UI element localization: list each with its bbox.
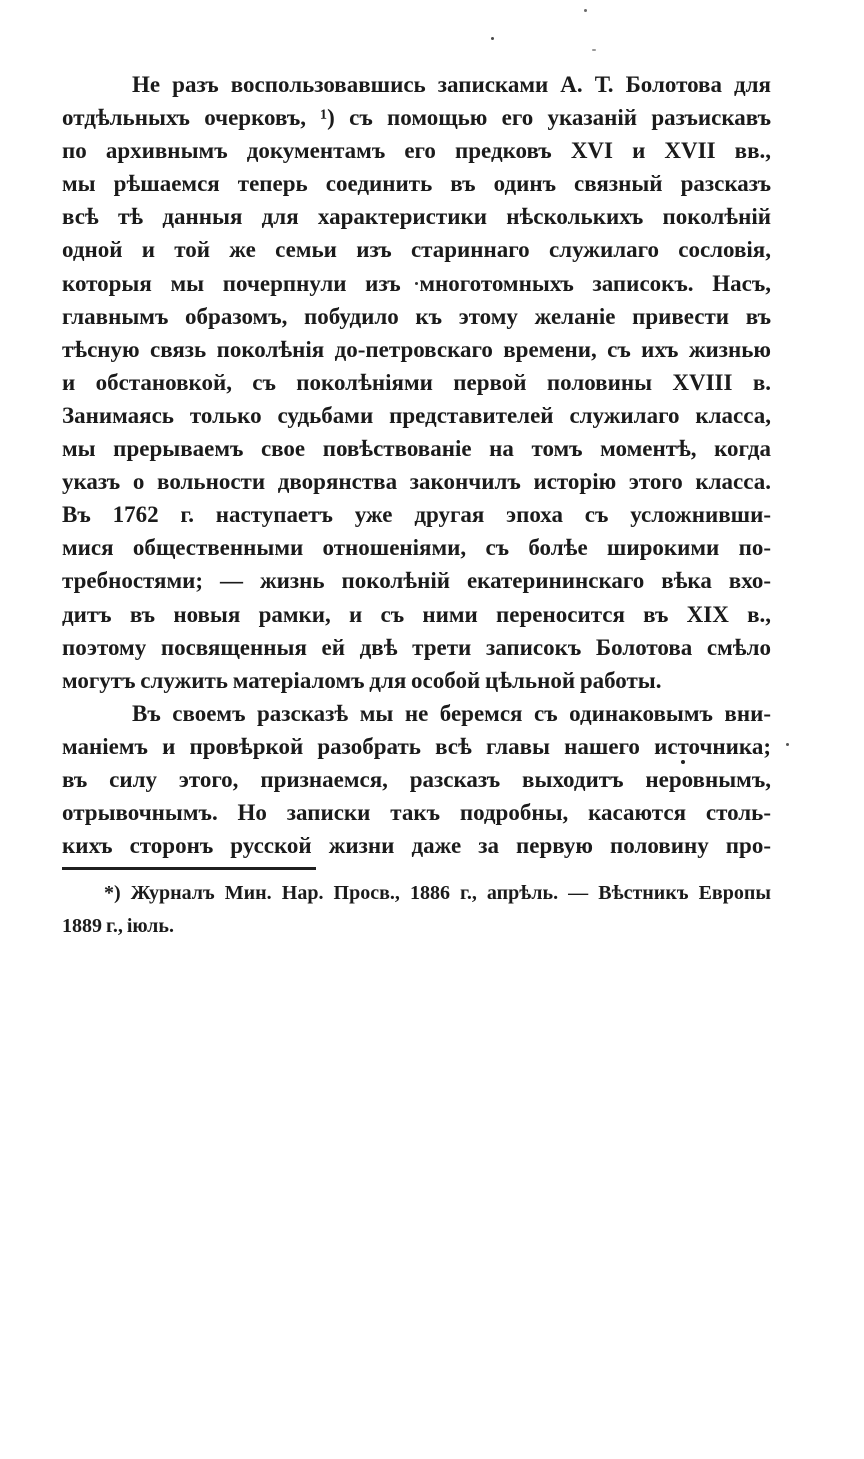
text-line: всѣ тѣ данныя для характеристики нѣсколькихъ поколѣній (62, 204, 771, 230)
scan-speck (584, 9, 587, 12)
scan-speck (786, 743, 789, 746)
text-line: мы прерываемъ свое повѣствованіе на томъ моментѣ, когда (62, 436, 771, 462)
text-line: требностями; — жизнь поколѣній екатерининскаго вѣка вхо- (62, 568, 771, 594)
text-line: главнымъ образомъ, побудило къ этому желаніе привести въ (62, 303, 771, 329)
text-line: въ силу этого, признаемся, разсказъ выходитъ неровнымъ, (62, 766, 771, 792)
text-line: тѣсную связь поколѣнія до-петровскаго времени, съ ихъ жизнью (62, 336, 771, 362)
scan-speck (592, 49, 596, 51)
footnote-line: 1889 г., іюль. (62, 915, 174, 937)
text-line: мися общественными отношеніями, съ болѣе широкими по- (62, 535, 771, 561)
footnote-line: *) Журналъ Мин. Нар. Просв., 1886 г., апрѣль. — Вѣстникъ Европы (104, 882, 771, 904)
text-line: и обстановкой, съ поколѣніями первой половины XVIII в. (62, 369, 771, 395)
text-line: по архивнымъ документамъ его предковъ XVI и XVII вв., (62, 138, 771, 164)
main-text (62, 68, 771, 862)
text-line: указъ о вольности дворянства закончилъ исторію этого класса. (62, 469, 771, 495)
text-line: мы рѣшаемся теперь соединить въ одинъ связный разсказъ (62, 171, 771, 197)
text-line: могутъ служить матеріаломъ для особой цѣльной работы. (62, 667, 662, 693)
text-line: Въ своемъ разсказѣ мы не беремся съ одинаковымъ вни- (132, 700, 771, 726)
text-line: Занимаясь только судьбами представителей служилаго класса, (62, 402, 771, 428)
scan-speck (491, 37, 494, 40)
text-line: Въ 1762 г. наступаетъ уже другая эпоха съ усложнивши- (62, 502, 771, 528)
text-line: дитъ въ новыя рамки, и съ ними переносится въ XIX в., (62, 601, 771, 627)
text-line: кихъ сторонъ русской жизни даже за первую половину про- (62, 833, 771, 859)
text-line: маніемъ и провѣркой разобрать всѣ главы нашего источника; (62, 733, 771, 759)
text-line: отдѣльныхъ очерковъ, ¹) съ помощью его указаній разъискавъ (62, 105, 771, 131)
text-line: отрывочнымъ. Но записки такъ подробны, касаются столь- (62, 800, 771, 826)
text-line: которыя мы почерпнули изъ многотомныхъ записокъ. Насъ, (62, 270, 771, 296)
footnote-separator-rule (62, 867, 316, 870)
text-line: поэтому посвященныя ей двѣ трети записокъ Болотова смѣло (62, 634, 771, 660)
footnote (62, 877, 771, 943)
text-line: Не разъ воспользовавшись записками А. Т. Болотова для (132, 72, 771, 97)
text-line: одной и той же семьи изъ стариннаго служилаго сословія, (62, 237, 771, 263)
